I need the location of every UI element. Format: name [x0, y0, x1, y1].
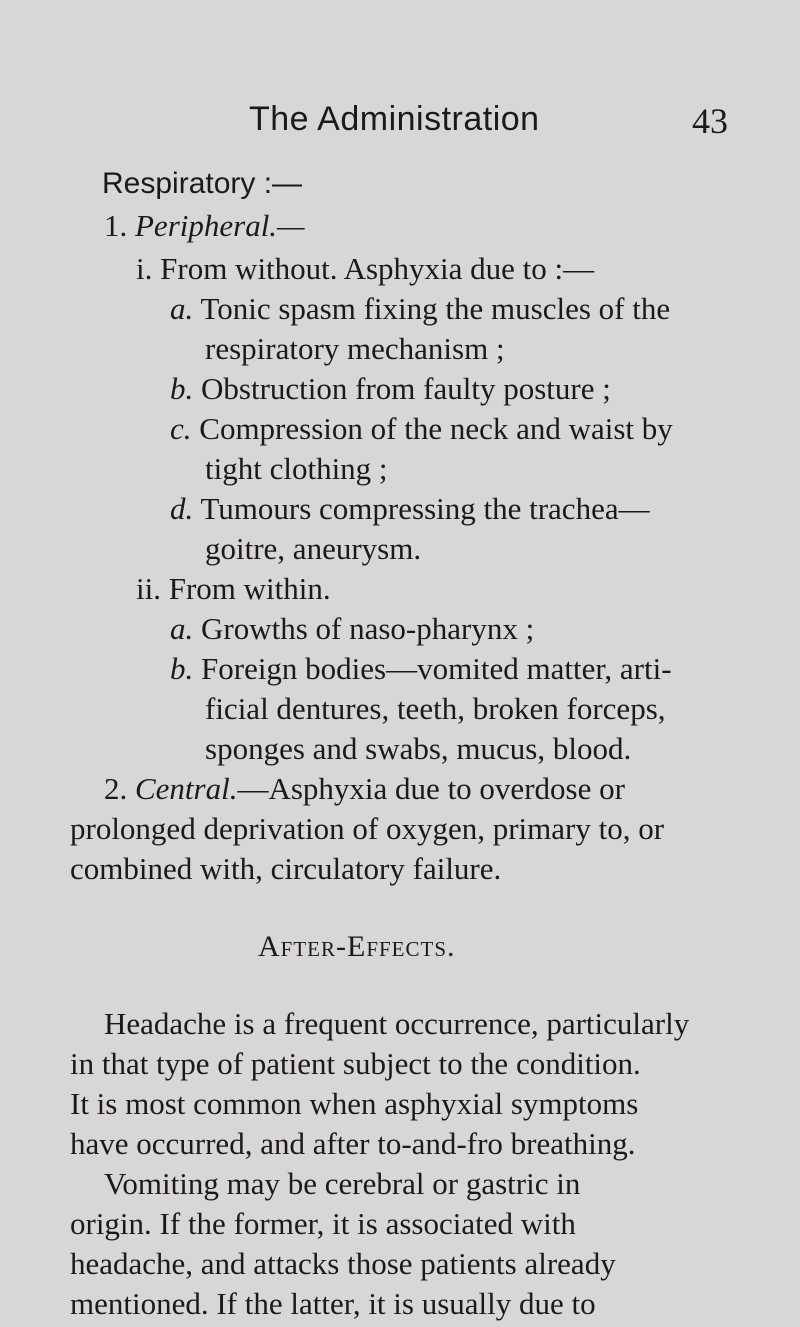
list-item — [170, 650, 672, 688]
item-marker: a. — [170, 291, 194, 326]
page-number: 43 — [692, 101, 728, 141]
paragraph-line: Vomiting may be cerebral or gastric in — [104, 1166, 581, 1201]
central-continuation: prolonged deprivation of oxygen, primary to, or — [70, 811, 665, 846]
peripheral-label: Peripheral.— — [135, 208, 305, 243]
item-text: Tonic spasm fixing the muscles of the — [200, 291, 671, 326]
item-marker: b. — [170, 651, 194, 686]
central-line — [104, 770, 625, 808]
within-marker: ii. — [136, 571, 161, 606]
list-item — [170, 610, 534, 648]
without-marker: i. — [136, 251, 153, 286]
item-marker: a. — [170, 611, 194, 646]
paragraph-line: mentioned. If the latter, it is usually due to — [70, 1286, 596, 1321]
item-text: Foreign bodies—vomited matter, arti- — [201, 651, 672, 686]
peripheral-marker: 1. — [104, 208, 128, 243]
section-heading-respiratory: Respiratory :— — [102, 167, 303, 200]
item-text: Tumours compressing the trachea— — [200, 491, 650, 526]
within-line — [136, 570, 331, 608]
item-continuation: goitre, aneurysm. — [205, 531, 422, 566]
central-continuation: combined with, circulatory failure. — [70, 851, 502, 886]
central-label: Central. — [135, 771, 238, 806]
item-marker: b. — [170, 371, 194, 406]
section-heading-after-effects: After-Effects. — [258, 930, 456, 963]
paragraph-line: headache, and attacks those patients already — [70, 1246, 616, 1281]
item-continuation: respiratory mechanism ; — [205, 331, 505, 366]
paragraph-line: Headache is a frequent occurrence, particularly — [104, 1006, 690, 1041]
item-marker: d. — [170, 491, 194, 526]
item-text: Compression of the neck and waist by — [199, 411, 673, 446]
without-line — [136, 250, 594, 288]
running-title: The Administration — [249, 100, 540, 138]
item-text: Growths of naso-pharynx ; — [201, 611, 535, 646]
item-continuation: tight clothing ; — [205, 451, 388, 486]
paragraph-line: in that type of patient subject to the condition. — [70, 1046, 641, 1081]
central-marker: 2. — [104, 771, 128, 806]
item-text: Obstruction from faulty posture ; — [201, 371, 611, 406]
central-text: —Asphyxia due to overdose or — [237, 771, 625, 806]
item-continuation: ficial dentures, teeth, broken forceps, — [205, 691, 666, 726]
list-item — [170, 290, 670, 328]
item-marker: c. — [170, 411, 192, 446]
paragraph-line: have occurred, and after to-and-fro breathing. — [70, 1126, 636, 1161]
peripheral-line — [104, 207, 305, 245]
without-text: From without. Asphyxia due to :— — [160, 251, 595, 286]
list-item — [170, 370, 611, 408]
running-header — [0, 100, 800, 146]
paragraph-line: It is most common when asphyxial symptoms — [70, 1086, 639, 1121]
paragraph-line: origin. If the former, it is associated with — [70, 1206, 576, 1241]
item-continuation: sponges and swabs, mucus, blood. — [205, 731, 632, 766]
list-item — [170, 490, 650, 528]
within-text: From within. — [168, 571, 331, 606]
list-item — [170, 410, 673, 448]
